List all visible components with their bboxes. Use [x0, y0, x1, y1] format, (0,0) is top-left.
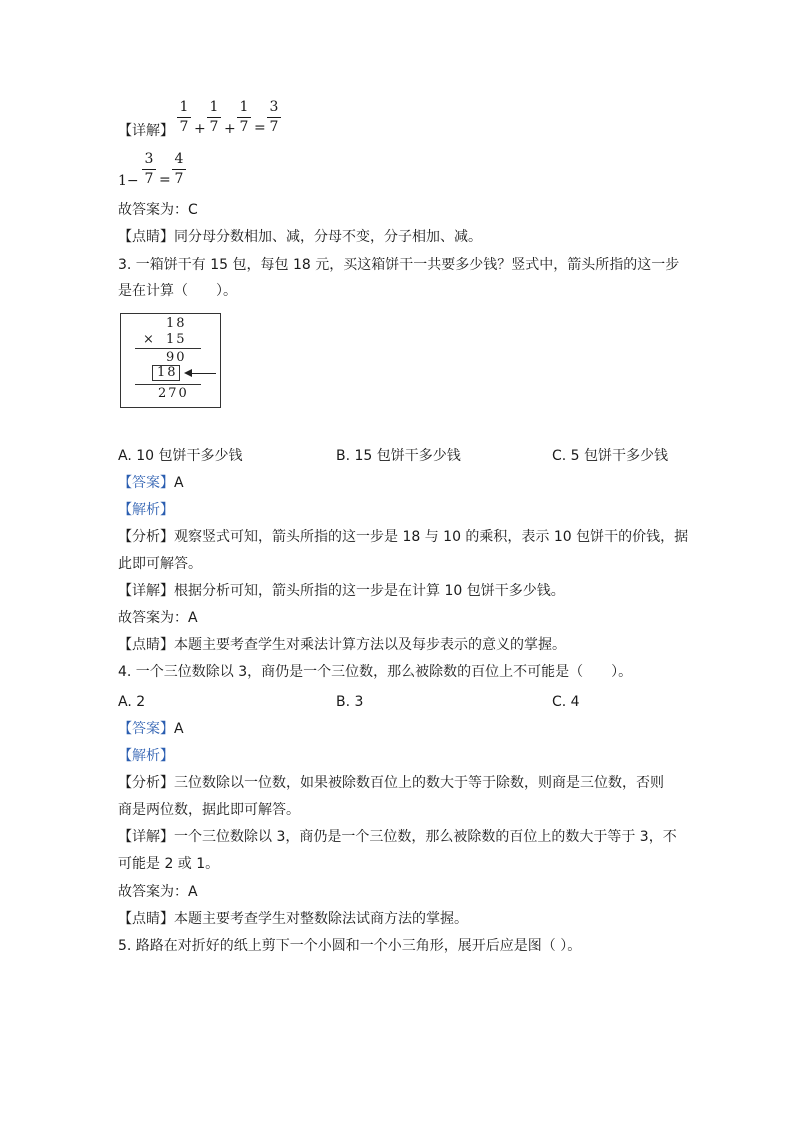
answer-value: A	[174, 721, 184, 737]
fraction	[207, 99, 221, 136]
numerator: 1	[209, 99, 219, 115]
q4-detail-line1	[118, 827, 677, 847]
rule-line	[135, 348, 201, 349]
numerator: 1	[179, 99, 189, 115]
answer-label: 【答案】	[118, 475, 174, 491]
vertical-multiplication-figure	[120, 313, 221, 408]
tip-text: 本题主要考查学生对整数除法试商方法的掌握。	[174, 911, 468, 927]
equals-sign: =	[159, 172, 171, 188]
denominator: 7	[179, 119, 189, 135]
q3-stem-line2: 是在计算（ ）。	[118, 283, 237, 299]
q4-tip	[118, 909, 468, 929]
detail-label: 【详解】	[118, 583, 174, 599]
numerator: 3	[144, 151, 154, 167]
plus-sign: +	[194, 121, 206, 137]
arrow-left-icon	[184, 369, 192, 377]
q2-answer-line: 故答案为：C	[118, 202, 198, 218]
detail-text: 根据分析可知，箭头所指的这一步是在计算 10 包饼干多少钱。	[174, 583, 565, 599]
answer-label: 【答案】	[118, 721, 174, 737]
multiply-sign: ×	[143, 332, 156, 347]
q3-tip	[118, 635, 566, 655]
analysis-text: 观察竖式可知，箭头所指的这一步是 18 与 10 的乘积，表示 10 包饼干的价钱，据	[174, 529, 689, 545]
analysis-label: 【分析】	[118, 775, 174, 791]
denominator: 7	[239, 119, 249, 135]
q4-stem: 4. 一个三位数除以 3，商仍是一个三位数，那么被除数的百位上不可能是（ ）。	[118, 664, 633, 680]
tip-text: 同分母分数相加、减，分母不变，分子相加、减。	[174, 229, 482, 245]
q3-option-a: A. 10 包饼干多少钱	[118, 448, 243, 464]
q4-option-a: A. 2	[118, 694, 146, 710]
q3-answer	[118, 473, 184, 493]
tip-label: 【点睛】	[118, 229, 174, 245]
denominator: 7	[269, 119, 279, 135]
numerator: 4	[174, 151, 184, 167]
tip-label: 【点睛】	[118, 911, 174, 927]
detail-text: 一个三位数除以 3，商仍是一个三位数，那么被除数的百位上的数大于等于 3，不	[174, 829, 677, 845]
tip-text: 本题主要考查学生对乘法计算方法以及每步表示的意义的掌握。	[174, 637, 566, 653]
q5-stem: 5. 路路在对折好的纸上剪下一个小圆和一个小三角形，展开后应是图（ ）。	[118, 938, 582, 954]
q3-option-c: C. 5 包饼干多少钱	[552, 448, 669, 464]
q4-analysis-line1	[118, 773, 664, 793]
q2-tip	[118, 227, 482, 247]
tip-label: 【点睛】	[118, 637, 174, 653]
q4-detail-line2: 可能是 2 或 1。	[118, 856, 220, 872]
q3-analysis-line1	[118, 527, 688, 547]
equals-sign: =	[254, 120, 266, 136]
partial-product-1: 90	[166, 350, 187, 365]
answer-value: A	[174, 475, 184, 491]
q3-analysis-line2: 此即可解答。	[118, 556, 202, 572]
q4-analysis-line2: 商是两位数，据此即可解答。	[118, 802, 300, 818]
q3-stem-line1: 3. 一箱饼干有 15 包，每包 18 元，买这箱饼干一共要多少钱？竖式中，箭头所指的这一步	[118, 257, 680, 273]
q3-analysis-label: 【解析】	[118, 502, 174, 518]
q3-option-b: B. 15 包饼干多少钱	[336, 448, 461, 464]
final-product: 270	[158, 386, 189, 401]
fraction	[177, 99, 191, 136]
detail-label: 【详解】	[118, 829, 174, 845]
analysis-text: 三位数除以一位数，如果被除数百位上的数大于等于除数，则商是三位数，否则	[174, 775, 664, 791]
numerator: 1	[239, 99, 249, 115]
q4-answer	[118, 719, 184, 739]
q3-detail	[118, 581, 565, 601]
analysis-label: 【分析】	[118, 529, 174, 545]
q4-option-b: B. 3	[336, 694, 364, 710]
detail-label-eq1: 【详解】	[118, 123, 174, 139]
arrow-shaft	[191, 373, 216, 374]
q4-option-c: C. 4	[552, 694, 580, 710]
fraction	[237, 99, 251, 136]
multiplicand: 18	[166, 316, 187, 331]
denominator: 7	[144, 171, 154, 187]
denominator: 7	[174, 171, 184, 187]
q4-final: 故答案为：A	[118, 884, 198, 900]
partial-product-2: 18	[157, 365, 178, 380]
denominator: 7	[209, 119, 219, 135]
numerator: 3	[269, 99, 279, 115]
q4-analysis-label: 【解析】	[118, 748, 174, 764]
equation-prefix: 1−	[118, 173, 139, 189]
q3-final: 故答案为：A	[118, 610, 198, 626]
fraction	[267, 99, 281, 136]
fraction	[142, 151, 156, 188]
rule-line	[135, 384, 201, 385]
fraction	[172, 151, 186, 188]
multiplier: 15	[166, 332, 187, 347]
plus-sign: +	[224, 121, 236, 137]
